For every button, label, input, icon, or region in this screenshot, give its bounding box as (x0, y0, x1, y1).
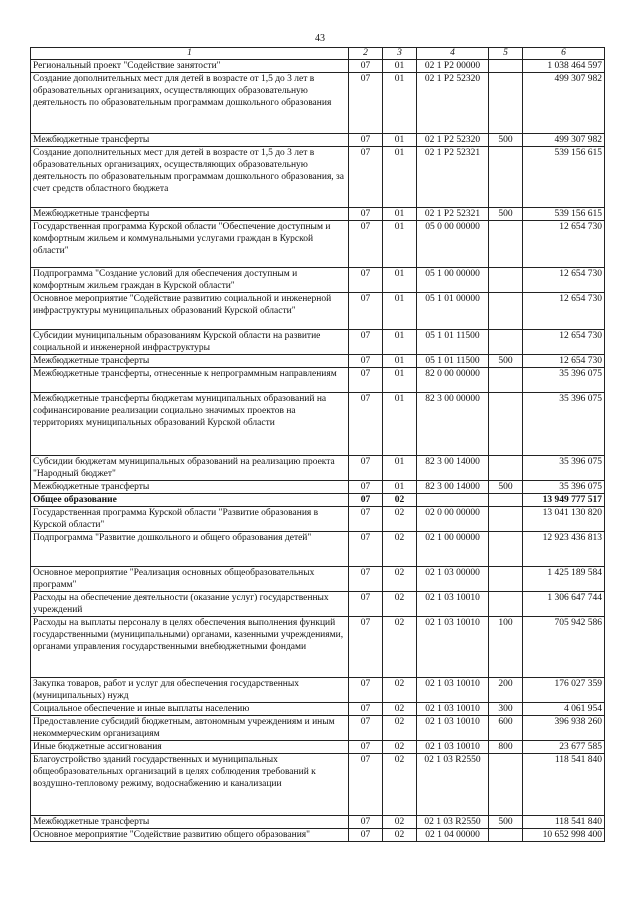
row-name: Межбюджетные трансферты (31, 481, 349, 494)
row-section: 07 (349, 60, 383, 73)
row-subsection: 01 (383, 293, 417, 330)
row-target-article: 02 1 04 00000 (417, 829, 489, 842)
row-target-article: 02 1 03 10010 (417, 741, 489, 754)
row-name: Основное мероприятие "Реализация основных общеобразовательных программ" (31, 567, 349, 592)
row-amount: 118 541 840 (523, 754, 605, 816)
col-header-amount: 6 (523, 48, 605, 60)
row-expense-type: 600 (489, 716, 523, 741)
row-amount: 12 923 436 813 (523, 532, 605, 567)
row-expense-type (489, 368, 523, 393)
row-name: Основное мероприятие "Содействие развитию общего образования" (31, 829, 349, 842)
table-row (31, 208, 605, 221)
row-name: Государственная программа Курской области "Обеспечение доступным и комфортным жильем и коммунальными услугами граждан в Курской области" (31, 221, 349, 268)
table-row (31, 567, 605, 592)
row-target-article: 82 0 00 00000 (417, 368, 489, 393)
row-name: Общее образование (31, 494, 349, 507)
row-expense-type: 300 (489, 703, 523, 716)
row-target-article: 02 1 P2 52320 (417, 73, 489, 134)
row-target-article: 02 1 03 10010 (417, 617, 489, 678)
row-name: Субсидии муниципальным образованиям Курской области на развитие социальной и инженерной инфраструктуры (31, 330, 349, 355)
table-row (31, 754, 605, 816)
table-row (31, 592, 605, 617)
row-name: Основное мероприятие "Содействие развитию социальной и инженерной инфраструктуры муниципальных образований Курской области" (31, 293, 349, 330)
table-row (31, 494, 605, 507)
row-target-article: 82 3 00 00000 (417, 393, 489, 456)
row-amount: 12 654 730 (523, 355, 605, 368)
row-target-article (417, 494, 489, 507)
table-row (31, 221, 605, 268)
row-name: Создание дополнительных мест для детей в возрасте от 1,5 до 3 лет в образовательных организациях, осуществляющих образовательную деятельность по образовательным программам дошкольного образования, за счет средств областного бюджета (31, 147, 349, 208)
table-header-row (31, 48, 605, 60)
row-expense-type (489, 268, 523, 293)
row-target-article: 02 1 03 10010 (417, 703, 489, 716)
row-subsection: 02 (383, 532, 417, 567)
row-target-article: 02 1 P2 52321 (417, 208, 489, 221)
col-header-expense-type: 5 (489, 48, 523, 60)
row-expense-type (489, 60, 523, 73)
row-target-article: 05 1 01 11500 (417, 355, 489, 368)
row-subsection: 02 (383, 617, 417, 678)
row-target-article: 02 1 03 10010 (417, 592, 489, 617)
row-amount: 396 938 260 (523, 716, 605, 741)
row-amount: 499 307 982 (523, 73, 605, 134)
row-name: Расходы на обеспечение деятельности (оказание услуг) государственных учреждений (31, 592, 349, 617)
row-expense-type (489, 507, 523, 532)
row-subsection: 01 (383, 268, 417, 293)
row-amount: 35 396 075 (523, 481, 605, 494)
table-row (31, 355, 605, 368)
row-amount: 13 041 130 820 (523, 507, 605, 532)
row-expense-type (489, 147, 523, 208)
row-amount: 35 396 075 (523, 368, 605, 393)
row-subsection: 02 (383, 829, 417, 842)
table-row (31, 134, 605, 147)
row-amount: 1 425 189 584 (523, 567, 605, 592)
row-subsection: 01 (383, 134, 417, 147)
row-name: Благоустройство зданий государственных и муниципальных общеобразовательных организаций в целях соблюдения требований к воздушно-тепловому режиму, водоснабжению и канализации (31, 754, 349, 816)
row-target-article: 02 1 03 10010 (417, 678, 489, 703)
row-subsection: 02 (383, 678, 417, 703)
row-amount: 1 038 464 597 (523, 60, 605, 73)
row-name: Региональный проект "Содействие занятости" (31, 60, 349, 73)
table-row (31, 456, 605, 481)
table-row (31, 481, 605, 494)
row-expense-type: 500 (489, 208, 523, 221)
row-subsection: 02 (383, 816, 417, 829)
row-target-article: 82 3 00 14000 (417, 456, 489, 481)
row-expense-type (489, 532, 523, 567)
row-name: Иные бюджетные ассигнования (31, 741, 349, 754)
row-target-article: 02 1 03 R2550 (417, 754, 489, 816)
row-section: 07 (349, 481, 383, 494)
row-section: 07 (349, 293, 383, 330)
table-row (31, 716, 605, 741)
budget-table (30, 47, 605, 842)
row-amount: 499 307 982 (523, 134, 605, 147)
row-expense-type (489, 829, 523, 842)
row-expense-type (489, 567, 523, 592)
row-amount: 176 027 359 (523, 678, 605, 703)
row-section: 07 (349, 532, 383, 567)
row-subsection: 01 (383, 60, 417, 73)
row-subsection: 02 (383, 703, 417, 716)
row-name: Межбюджетные трансферты (31, 816, 349, 829)
col-header-section: 2 (349, 48, 383, 60)
table-row (31, 147, 605, 208)
table-row (31, 741, 605, 754)
row-subsection: 01 (383, 208, 417, 221)
row-target-article: 02 1 P2 00000 (417, 60, 489, 73)
row-name: Расходы на выплаты персоналу в целях обеспечения выполнения функций государственными (муниципальными) органами, казенными учреждениями, органами управления государственными внебюджетными фондами (31, 617, 349, 678)
row-section: 07 (349, 829, 383, 842)
row-expense-type (489, 330, 523, 355)
row-section: 07 (349, 268, 383, 293)
row-expense-type: 500 (489, 816, 523, 829)
row-section: 07 (349, 678, 383, 703)
row-section: 07 (349, 754, 383, 816)
row-section: 07 (349, 221, 383, 268)
row-expense-type (489, 754, 523, 816)
row-name: Государственная программа Курской области "Развитие образования в Курской области" (31, 507, 349, 532)
row-expense-type: 100 (489, 617, 523, 678)
row-subsection: 01 (383, 456, 417, 481)
row-subsection: 02 (383, 592, 417, 617)
row-name: Межбюджетные трансферты (31, 134, 349, 147)
table-row (31, 368, 605, 393)
row-target-article: 05 0 00 00000 (417, 221, 489, 268)
table-row (31, 293, 605, 330)
row-amount: 539 156 615 (523, 147, 605, 208)
row-amount: 12 654 730 (523, 221, 605, 268)
row-name: Субсидии бюджетам муниципальных образований на реализацию проекта "Народный бюджет" (31, 456, 349, 481)
row-subsection: 02 (383, 754, 417, 816)
row-expense-type (489, 494, 523, 507)
row-target-article: 02 1 00 00000 (417, 532, 489, 567)
table-row (31, 829, 605, 842)
row-target-article: 02 1 03 00000 (417, 567, 489, 592)
row-expense-type (489, 456, 523, 481)
row-section: 07 (349, 741, 383, 754)
row-amount: 12 654 730 (523, 268, 605, 293)
table-row (31, 60, 605, 73)
row-expense-type: 500 (489, 134, 523, 147)
row-target-article: 82 3 00 14000 (417, 481, 489, 494)
row-subsection: 01 (383, 355, 417, 368)
row-amount: 35 396 075 (523, 393, 605, 456)
row-amount: 13 949 777 517 (523, 494, 605, 507)
page-number: 43 (315, 33, 325, 44)
row-name: Межбюджетные трансферты бюджетам муниципальных образований на софинансирование реализации социально значимых проектов на территориях муниципальных образований Курской области (31, 393, 349, 456)
table-row (31, 507, 605, 532)
row-expense-type (489, 73, 523, 134)
row-amount: 12 654 730 (523, 330, 605, 355)
row-subsection: 02 (383, 507, 417, 532)
row-expense-type: 200 (489, 678, 523, 703)
row-name: Социальное обеспечение и иные выплаты населению (31, 703, 349, 716)
row-expense-type: 800 (489, 741, 523, 754)
row-section: 07 (349, 494, 383, 507)
row-section: 07 (349, 393, 383, 456)
table-row (31, 703, 605, 716)
row-name: Межбюджетные трансферты (31, 355, 349, 368)
row-subsection: 02 (383, 716, 417, 741)
row-amount: 4 061 954 (523, 703, 605, 716)
row-section: 07 (349, 134, 383, 147)
table-row (31, 268, 605, 293)
row-section: 07 (349, 368, 383, 393)
row-name: Закупка товаров, работ и услуг для обеспечения государственных (муниципальных) нужд (31, 678, 349, 703)
table-row (31, 73, 605, 134)
row-section: 07 (349, 355, 383, 368)
row-subsection: 01 (383, 73, 417, 134)
row-expense-type (489, 293, 523, 330)
row-target-article: 05 1 00 00000 (417, 268, 489, 293)
row-amount: 23 677 585 (523, 741, 605, 754)
row-expense-type (489, 592, 523, 617)
row-subsection: 02 (383, 494, 417, 507)
row-section: 07 (349, 73, 383, 134)
row-section: 07 (349, 617, 383, 678)
row-name: Подпрограмма "Создание условий для обеспечения доступным и комфортным жильем граждан в Курской области" (31, 268, 349, 293)
row-amount: 10 652 998 400 (523, 829, 605, 842)
row-target-article: 02 1 03 10010 (417, 716, 489, 741)
row-name: Предоставление субсидий бюджетным, автономным учреждениям и иным некоммерческим организациям (31, 716, 349, 741)
row-subsection: 02 (383, 741, 417, 754)
row-target-article: 02 1 P2 52321 (417, 147, 489, 208)
row-section: 07 (349, 567, 383, 592)
row-subsection: 02 (383, 567, 417, 592)
row-section: 07 (349, 703, 383, 716)
row-amount: 1 306 647 744 (523, 592, 605, 617)
row-section: 07 (349, 147, 383, 208)
row-section: 07 (349, 456, 383, 481)
row-target-article: 02 1 03 R2550 (417, 816, 489, 829)
row-section: 07 (349, 507, 383, 532)
row-target-article: 02 1 P2 52320 (417, 134, 489, 147)
row-subsection: 01 (383, 368, 417, 393)
row-target-article: 02 0 00 00000 (417, 507, 489, 532)
row-expense-type: 500 (489, 355, 523, 368)
col-header-target-article: 4 (417, 48, 489, 60)
row-section: 07 (349, 592, 383, 617)
table-row (31, 532, 605, 567)
row-amount: 539 156 615 (523, 208, 605, 221)
col-header-subsection: 3 (383, 48, 417, 60)
row-expense-type (489, 393, 523, 456)
row-name: Подпрограмма "Развитие дошкольного и общего образования детей" (31, 532, 349, 567)
row-section: 07 (349, 816, 383, 829)
row-subsection: 01 (383, 221, 417, 268)
row-expense-type (489, 221, 523, 268)
row-amount: 35 396 075 (523, 456, 605, 481)
row-expense-type: 500 (489, 481, 523, 494)
row-section: 07 (349, 330, 383, 355)
table-row (31, 678, 605, 703)
table-row (31, 393, 605, 456)
table-row (31, 617, 605, 678)
table-row (31, 330, 605, 355)
row-section: 07 (349, 208, 383, 221)
row-subsection: 01 (383, 147, 417, 208)
row-subsection: 01 (383, 330, 417, 355)
table-row (31, 816, 605, 829)
col-header-name: 1 (31, 48, 349, 60)
row-target-article: 05 1 01 11500 (417, 330, 489, 355)
row-name: Межбюджетные трансферты, отнесенные к непрограммным направлениям (31, 368, 349, 393)
row-section: 07 (349, 716, 383, 741)
row-amount: 705 942 586 (523, 617, 605, 678)
row-name: Межбюджетные трансферты (31, 208, 349, 221)
row-subsection: 01 (383, 393, 417, 456)
row-amount: 12 654 730 (523, 293, 605, 330)
row-subsection: 01 (383, 481, 417, 494)
row-name: Создание дополнительных мест для детей в возрасте от 1,5 до 3 лет в образовательных организациях, осуществляющих образовательную деятельность по образовательным программам дошкольного образования (31, 73, 349, 134)
row-amount: 118 541 840 (523, 816, 605, 829)
row-target-article: 05 1 01 00000 (417, 293, 489, 330)
